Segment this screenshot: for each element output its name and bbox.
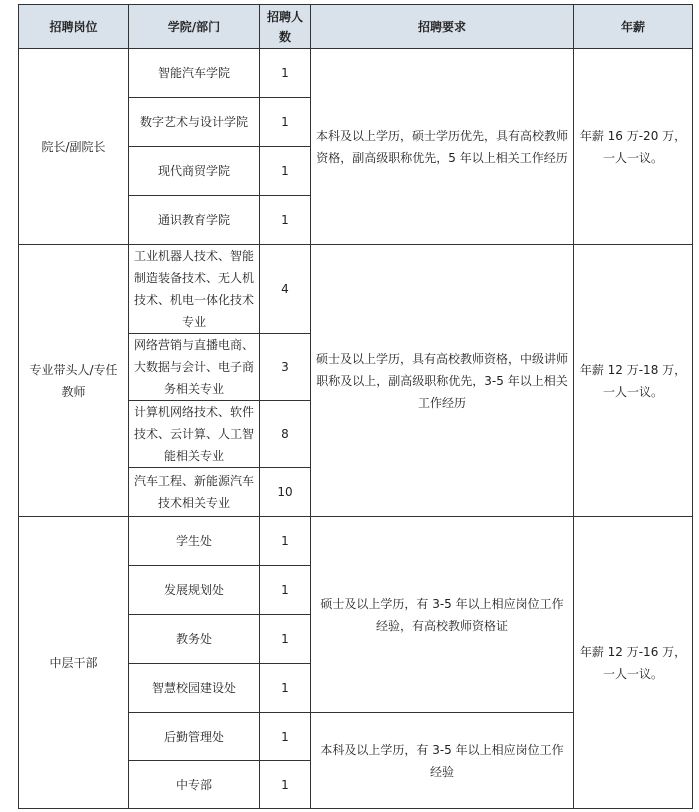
position-cell: 院长/副院长 bbox=[19, 49, 129, 245]
table-row bbox=[19, 49, 693, 98]
salary-cell: 年薪 16 万-20 万，一人一议。 bbox=[574, 49, 693, 245]
count-cell: 1 bbox=[260, 98, 311, 147]
count-cell: 1 bbox=[260, 517, 311, 566]
requirement-cell: 本科及以上学历，硕士学历优先，具有高校教师资格，副高级职称优先，5 年以上相关工作经历 bbox=[311, 49, 574, 245]
count-cell: 4 bbox=[260, 245, 311, 334]
position-cell: 专业带头人/专任教师 bbox=[19, 245, 129, 517]
department-cell: 教务处 bbox=[129, 615, 260, 664]
count-cell: 1 bbox=[260, 615, 311, 664]
department-cell: 通识教育学院 bbox=[129, 196, 260, 245]
department-cell: 工业机器人技术、智能制造装备技术、无人机技术、机电一体化技术专业 bbox=[129, 245, 260, 334]
table-row bbox=[19, 245, 693, 334]
department-cell: 智能汽车学院 bbox=[129, 49, 260, 98]
header-salary: 年薪 bbox=[574, 5, 693, 49]
count-cell: 1 bbox=[260, 664, 311, 713]
requirement-cell: 硕士及以上学历，具有高校教师资格，中级讲师职称及以上，副高级职称优先，3-5 年以上相关工作经历 bbox=[311, 245, 574, 517]
requirement-cell: 硕士及以上学历，有 3-5 年以上相应岗位工作经验，有高校教师资格证 bbox=[311, 517, 574, 713]
count-cell: 1 bbox=[260, 761, 311, 809]
count-cell: 1 bbox=[260, 713, 311, 761]
position-cell: 中层干部 bbox=[19, 517, 129, 809]
department-cell: 发展规划处 bbox=[129, 566, 260, 615]
department-cell: 汽车工程、新能源汽车技术相关专业 bbox=[129, 468, 260, 517]
count-cell: 1 bbox=[260, 147, 311, 196]
header-row bbox=[19, 5, 693, 49]
department-cell: 网络营销与直播电商、大数据与会计、电子商务相关专业 bbox=[129, 334, 260, 401]
department-cell: 智慧校园建设处 bbox=[129, 664, 260, 713]
table-row bbox=[19, 517, 693, 566]
department-cell: 现代商贸学院 bbox=[129, 147, 260, 196]
salary-cell: 年薪 12 万-16 万，一人一议。 bbox=[574, 517, 693, 809]
department-cell: 数字艺术与设计学院 bbox=[129, 98, 260, 147]
count-cell: 8 bbox=[260, 401, 311, 468]
count-cell: 1 bbox=[260, 566, 311, 615]
count-cell: 10 bbox=[260, 468, 311, 517]
header-department: 学院/部门 bbox=[129, 5, 260, 49]
department-cell: 后勤管理处 bbox=[129, 713, 260, 761]
recruitment-table bbox=[18, 4, 693, 809]
header-requirement: 招聘要求 bbox=[311, 5, 574, 49]
department-cell: 学生处 bbox=[129, 517, 260, 566]
department-cell: 计算机网络技术、软件技术、云计算、人工智能相关专业 bbox=[129, 401, 260, 468]
header-position: 招聘岗位 bbox=[19, 5, 129, 49]
department-cell: 中专部 bbox=[129, 761, 260, 809]
requirement-cell: 本科及以上学历，有 3-5 年以上相应岗位工作经验 bbox=[311, 713, 574, 809]
salary-cell: 年薪 12 万-18 万，一人一议。 bbox=[574, 245, 693, 517]
count-cell: 1 bbox=[260, 196, 311, 245]
count-cell: 3 bbox=[260, 334, 311, 401]
count-cell: 1 bbox=[260, 49, 311, 98]
header-count: 招聘人数 bbox=[260, 5, 311, 49]
